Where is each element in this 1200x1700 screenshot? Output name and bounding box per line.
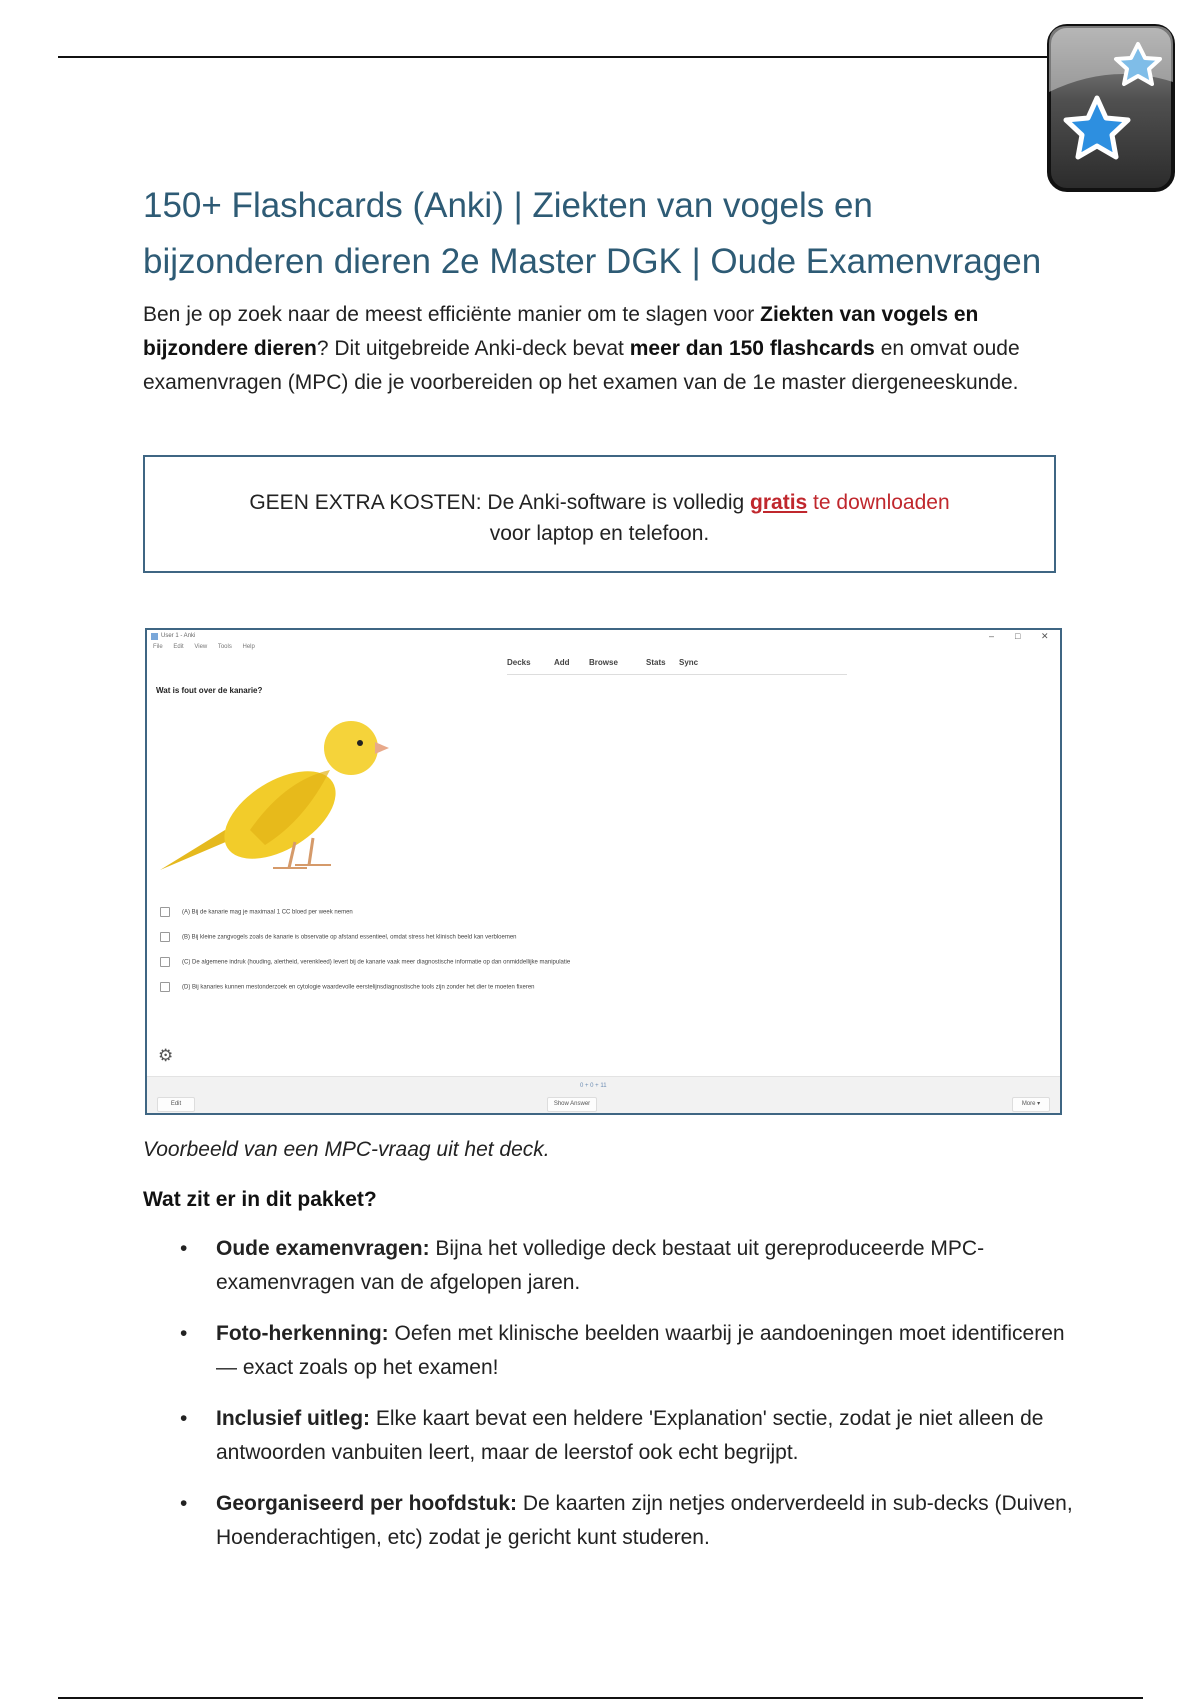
section-heading: Wat zit er in dit pakket? — [143, 1188, 377, 1211]
menu-edit[interactable]: Edit — [173, 644, 184, 650]
option-b[interactable]: (B) Bij kleine zangvogels zoals de kanarie is observatie op afstand essentieel, omdat stress het klinisch beeld kan verbloemen — [160, 932, 517, 942]
feature-list — [143, 1232, 1073, 1572]
window-title: User 1 - Anki — [161, 633, 196, 639]
intro-paragraph: Ben je op zoek naar de meest efficiënte manier om te slagen voor Ziekten van vogels en bijzondere dieren? Dit uitgebreide Anki-deck bevat meer dan 150 flashcards en omvat oude examenvragen (MPC) die je voorbereiden op het examen van de 1e master diergeneeskunde. — [143, 303, 1020, 394]
menu-bar — [153, 644, 264, 650]
notice-suffix: voor laptop en telefoon. — [489, 522, 710, 545]
edit-button[interactable]: Edit — [157, 1097, 195, 1112]
gear-icon[interactable]: ⚙ — [158, 1046, 174, 1065]
anki-app-icon — [151, 633, 158, 640]
more-button[interactable]: More ▾ — [1012, 1097, 1050, 1112]
nav-stats[interactable]: Stats — [646, 658, 666, 667]
anki-screenshot — [145, 628, 1062, 1115]
list-item: • Inclusief uitleg: Elke kaart bevat een heldere 'Explanation' sectie, zodat je niet alleen de antwoorden vanbuiten leert, maar de leerstof ook echt begrijpt. — [143, 1402, 1076, 1470]
window-titlebar — [147, 630, 1060, 644]
canary-image — [155, 710, 395, 880]
option-c[interactable]: (C) De algemene indruk (houding, alertheid, verenkleed) levert bij de kanarie vaak meer diagnostische informatie op dan onmiddellijke manipulatie — [160, 957, 570, 967]
list-item: • Georganiseerd per hoofdstuk: De kaarten zijn netjes onderverdeeld in sub-decks (Duiven, Hoenderachtigen, etc) zodat je gericht kunt studeren. — [143, 1487, 1076, 1555]
checkbox[interactable] — [160, 982, 170, 992]
close-icon[interactable]: ✕ — [1041, 631, 1049, 641]
nav-browse[interactable]: Browse — [589, 658, 618, 667]
menu-file[interactable]: File — [153, 644, 163, 650]
top-rule — [58, 56, 1048, 58]
nav-decks[interactable]: Decks — [507, 658, 531, 667]
due-counts: 0 + 0 + 11 — [580, 1083, 607, 1089]
nav-add[interactable]: Add — [554, 658, 570, 667]
nav-sync[interactable]: Sync — [679, 658, 699, 667]
card-question: Wat is fout over de kanarie? — [156, 686, 263, 695]
list-item: • Foto-herkenning: Oefen met klinische beelden waarbij je aandoeningen moet identificeren — exact zoals op het examen! — [143, 1317, 1076, 1385]
bullet: • — [180, 1237, 188, 1260]
minimize-icon[interactable]: – — [989, 631, 995, 641]
option-a[interactable]: (A) Bij de kanarie mag je maximaal 1 CC bloed per week nemen — [160, 907, 353, 917]
anki-logo-icon — [1045, 22, 1177, 194]
bullet: • — [180, 1322, 188, 1345]
checkbox[interactable] — [160, 932, 170, 942]
download-link[interactable]: gratis te downloaden — [750, 491, 950, 514]
anki-bottom-bar — [147, 1076, 1060, 1115]
menu-tools[interactable]: Tools — [217, 644, 232, 650]
menu-help[interactable]: Help — [242, 644, 255, 650]
menu-view[interactable]: View — [194, 644, 208, 650]
page-title: 150+ Flashcards (Anki) | Ziekten van vogels en bijzonderen dieren 2e Master DGK | Oude Examenvragen — [143, 186, 1042, 281]
checkbox[interactable] — [160, 957, 170, 967]
image-caption: Voorbeeld van een MPC-vraag uit het deck. — [143, 1138, 550, 1161]
notice-box — [143, 455, 1056, 573]
maximize-icon[interactable]: □ — [1015, 631, 1021, 641]
anki-top-nav — [507, 658, 847, 675]
bottom-rule — [58, 1697, 1143, 1699]
list-item: • Oude examenvragen: Bijna het volledige deck bestaat uit gereproduceerde MPC-examenvragen van de afgelopen jaren. — [143, 1232, 1076, 1300]
bullet: • — [180, 1492, 188, 1515]
checkbox[interactable] — [160, 907, 170, 917]
notice-text: GEEN EXTRA KOSTEN: De Anki-software is volledig — [249, 491, 751, 514]
option-d[interactable]: (D) Bij kanaries kunnen mestonderzoek en cytologie waardevolle eerstelijnsdiagnostische tools zijn zonder het dier te moeten fixeren — [160, 982, 535, 992]
bullet: • — [180, 1407, 188, 1430]
show-answer-button[interactable]: Show Answer — [547, 1097, 597, 1112]
